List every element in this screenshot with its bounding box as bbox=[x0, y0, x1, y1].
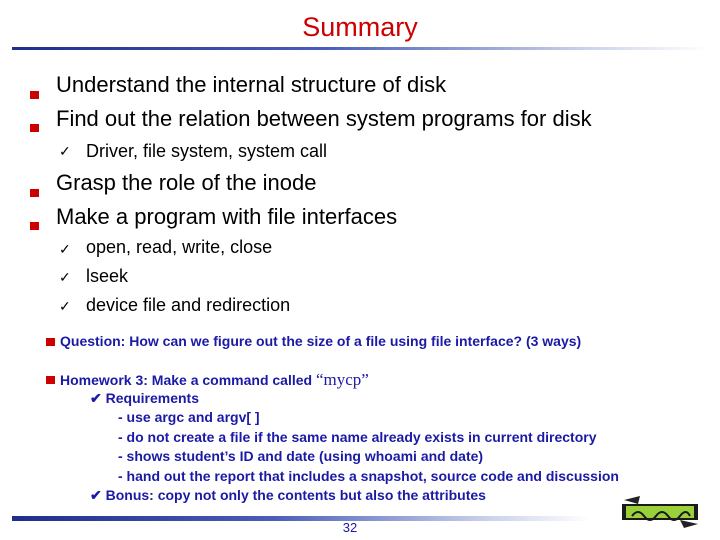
bullet-square-icon bbox=[30, 124, 39, 132]
bullet-role-of-inode: Grasp the role of the inode bbox=[56, 170, 317, 195]
bullet-square-icon bbox=[46, 376, 55, 384]
logo-icon bbox=[618, 494, 702, 530]
checkmark-icon: ✓ bbox=[59, 298, 71, 314]
bullet-file-interfaces: Make a program with file interfaces bbox=[56, 204, 398, 229]
slide-title: Summary bbox=[302, 12, 418, 42]
sub-bullet-lseek: lseek bbox=[86, 266, 129, 286]
checkmark-icon: ✓ bbox=[59, 241, 71, 257]
page-number: 32 bbox=[342, 520, 358, 535]
bullet-structure-of-disk: Understand the internal structure of disk bbox=[56, 72, 447, 97]
homework-prefix: Homework 3: Make a command called bbox=[60, 372, 316, 388]
requirement-item: - hand out the report that includes a snapshot, source code and discussion bbox=[118, 468, 619, 484]
checkmark-icon: ✓ bbox=[59, 143, 71, 159]
title-divider bbox=[12, 47, 708, 50]
bullet-square-icon bbox=[30, 222, 39, 230]
bullet-relation-system-programs: Find out the relation between system programs for disk bbox=[56, 106, 592, 131]
sub-bullet-driver: Driver, file system, system call bbox=[86, 141, 328, 161]
requirements-label: ✔ Requirements bbox=[90, 390, 199, 406]
footer-divider bbox=[12, 516, 590, 521]
bullet-square-icon bbox=[30, 91, 39, 99]
checkmark-icon: ✓ bbox=[59, 269, 71, 285]
requirement-item: - use argc and argv[ ] bbox=[118, 409, 260, 425]
sub-bullet-device-file: device file and redirection bbox=[86, 295, 291, 315]
bullet-square-icon bbox=[46, 338, 55, 346]
bonus-text: ✔ Bonus: copy not only the contents but also the attributes bbox=[90, 487, 486, 503]
sub-bullet-open-read-write: open, read, write, close bbox=[86, 237, 273, 257]
homework-line bbox=[60, 370, 369, 390]
bullet-square-icon bbox=[30, 189, 39, 197]
homework-command: “mycp” bbox=[315, 370, 369, 389]
requirement-item: - do not create a file if the same name already exists in current directory bbox=[118, 429, 597, 445]
question-text: Question: How can we figure out the size of a file using file interface? (3 ways) bbox=[60, 333, 582, 349]
requirement-item: - shows student’s ID and date (using whoami and date) bbox=[118, 448, 484, 464]
